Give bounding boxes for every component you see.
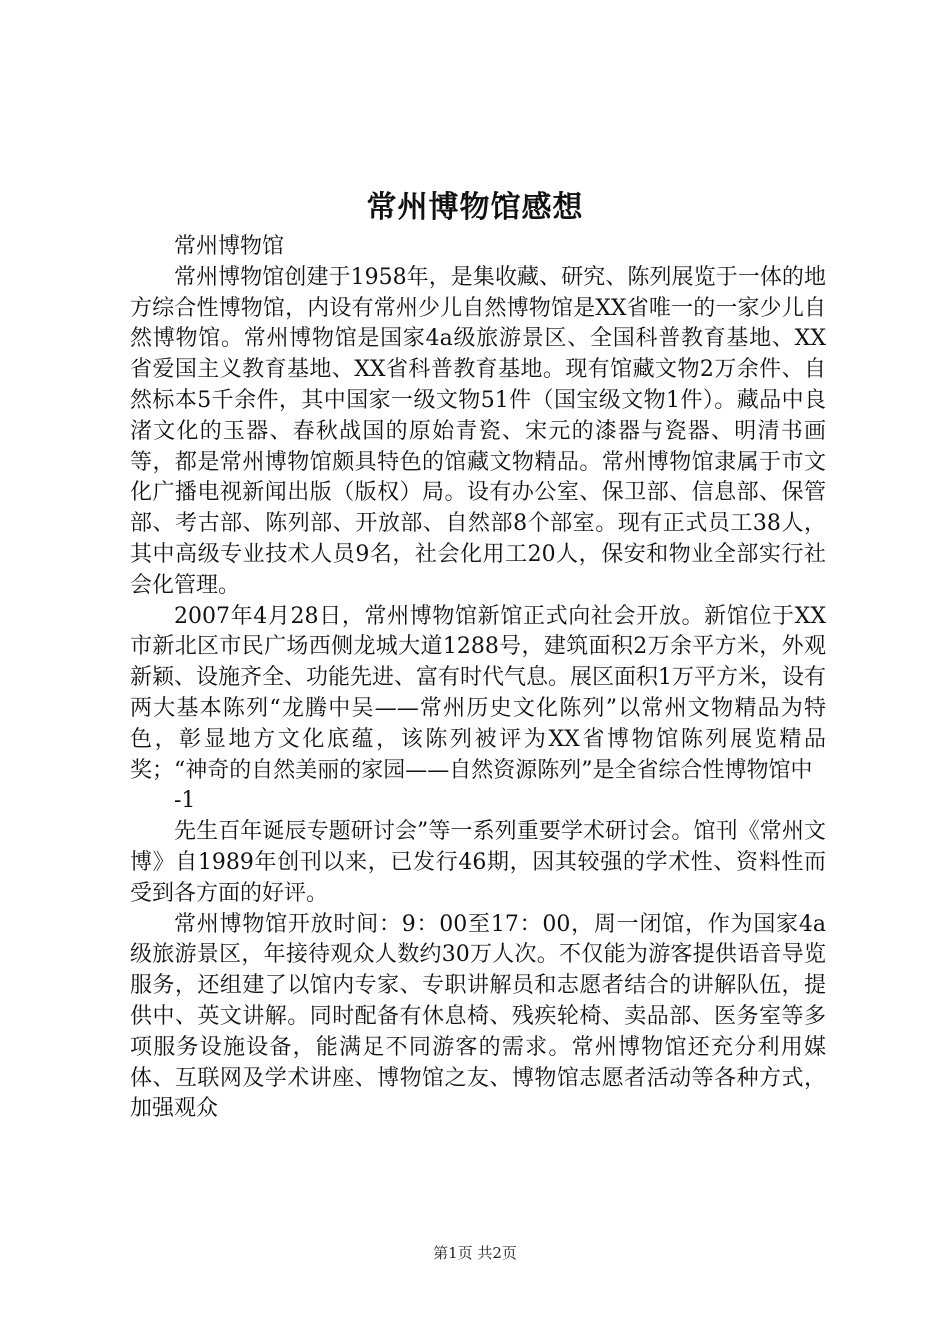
paragraph-opening-hours: 常州博物馆开放时间：9：00至17：00，周一闭馆，作为国家4a级旅游景区，年接待观众人数约30万人次。不仅能为游客提供语音导览服务，还组建了以馆内专家、专职讲解员和志愿者结合的讲解队伍，提供中、英文讲解。同时配备有休息椅、残疾轮椅、卖品部、医务室等多项服务设施设备，能满足不同游客的需求。常州博物馆还充分利用媒体、互联网及学术讲座、博物馆之友、博物馆志愿者活动等各种方式，加强观众 — [130, 911, 826, 1122]
paragraph-new-museum: 2007年4月28日，常州博物馆新馆正式向社会开放。新馆位于XX市新北区市民广场西侧龙城大道1288号，建筑面积2万余平方米，外观新颖、设施齐全、功能先进、富有时代气息。展区面积1万平方米，设有两大基本陈列“龙腾中吴——常州历史文化陈列”以常州文物精品为特色，彰显地方文化底蕴，该陈列被评为XX省博物馆陈列展览精品奖；“神奇的自然美丽的家园——自然资源陈列”是全省综合性博物馆中 — [130, 603, 826, 783]
page-footer: 第1页 共2页 — [433, 1244, 517, 1262]
paragraph-heading: 常州博物馆 — [174, 234, 285, 259]
document-title: 常州博物馆感想 — [366, 190, 584, 225]
document-body — [130, 232, 826, 1125]
paragraph-intro: 常州博物馆创建于1958年，是集收藏、研究、陈列展览于一体的地方综合性博物馆，内设有常州少儿自然博物馆是XX省唯一的一家少儿自然博物馆。常州博物馆是国家4a级旅游景区、全国科普教育基地、XX省爱国主义教育基地、XX省科普教育基地。现有馆藏文物2万余件、自然标本5千余件，其中国家一级文物51件（国宝级文物1件）。藏品中良渚文化的玉器、春秋战国的原始青瓷、宋元的漆器与瓷器、明清书画等，都是常州博物馆颇具特色的馆藏文物精品。常州博物馆隶属于市文化广播电视新闻出版（版权）局。设有办公室、保卫部、信息部、保管部、考古部、陈列部、开放部、自然部8个部室。现有正式员工38人，其中高级专业技术人员9名，社会化用工20人，保安和物业全部实行社会化管理。 — [130, 264, 826, 598]
paragraph-page-marker: -1 — [174, 788, 196, 814]
paragraph-research: 先生百年诞辰专题研讨会”等一系列重要学术研讨会。馆刊《常州文博》自1989年创刊以来，已发行46期，因其较强的学术性、资料性而受到各方面的好评。 — [130, 819, 826, 906]
